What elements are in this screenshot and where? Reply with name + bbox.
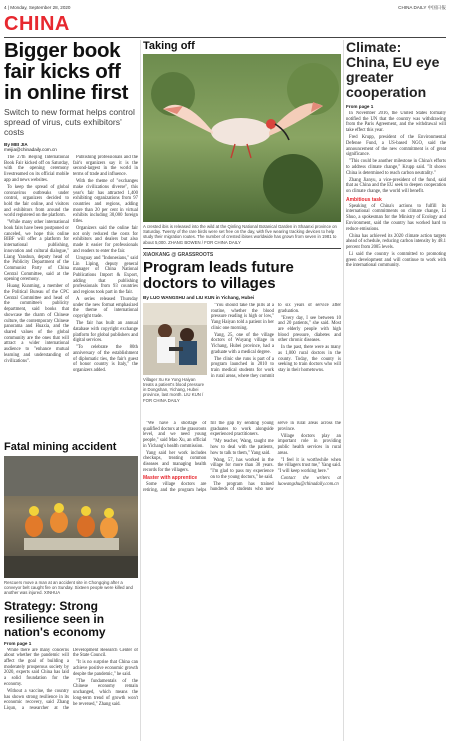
doctor-photo-image [143,303,207,375]
byline-name: By MEI JIA [4,142,28,147]
doctors-contact: Contact the writers at luowangshu@chinadaily.com.cn [277,476,341,487]
page-date: 4 | Monday, September 28, 2020 [4,5,71,10]
section-rule [4,37,446,38]
doctors-paragraph: "We have a shortage of qualified doctors at the grassroots level, and we need young people," said Mao Xu, an official in Yichang's health commission. [143,420,207,449]
doctors-photo-block [143,303,207,418]
column-divider [140,40,141,741]
strategy-byline: From page 1 [4,640,32,646]
climate-paragraph: Li said the country is committed to promoting green development and will continue to work with the international community. [346,251,446,269]
doctors-headline[interactable]: Program leads future doctors to villages [143,258,294,292]
lead-paragraph: "To celebrate the 80th anniversary of the establishment of diplomatic ties, the fair's guest of honor country is Italy," the organizers added. [73,345,138,374]
climate-paragraph: Speaking of China's actions to fulfill its international commitments on climate change, Li Shuo, a spokesman for the Ministry of Ecology and Environment, said the country has worked hard to reduce emissions. [346,203,446,232]
lead-paragraph: Organizers said the online fair not only reduced the costs for exhibitors and dealers but also made it easier for professionals and readers to enter the fair. [73,226,138,254]
lead-paragraph: A series released Thursday under the new format emphasized the theme of international copyright trade. [73,297,138,320]
mining-photo [4,456,138,578]
strategy-paragraph: "The fundamentals of the Chinese economy remain unchanged, which means the long-term trend of growth won't be reversed," Zhang said. [73,678,138,707]
strategy-paragraph: While there are many concerns about whether the pandemic will affect the goal of building a moderately prosperous society by 2020, experts said China has laid a solid foundation for the economy. [4,647,69,687]
climate-paragraph: In November 2016, the United States formally notified the UN that the country was withdrawing from the Paris Agreement, and the withdrawal will take effect this year. [346,111,446,134]
doctors-body-top [211,303,341,418]
lead-paragraph: Publishing professionals and the fair's organizers say it is the second-largest in the world in terms of trade and influence. [73,155,138,178]
doctors-paragraph: "You should take the pills at a routine, whether the blood pressure reading is high or low," Yang Haiyan told a patient in her clinic one morning. [211,302,274,331]
doctors-story [143,248,341,661]
climate-paragraph: "This could be another milestone in China's efforts to address climate change," Krupp said. "It shows China is determined to reach carbon neutrality." [346,159,446,176]
mining-caption: Rescuers move a man at an accident site in Chongqing after a conveyor belt caught fire on Sunday. Sixteen people were killed and another was injured. XINHUA [4,580,133,596]
center-column [143,40,341,661]
climate-paragraph: Zhang Jianyu, a vice-president of the fund, said that as China and the EU seek to deepen cooperation on climate change, the world will benefit. [346,177,446,195]
newspaper-name: CHINA DAILY 中国日报 [398,5,446,10]
lead-body [4,155,138,437]
climate-story [346,40,446,701]
lead-paragraph: The 27th Beijing International Book Fair kicked off on Saturday, with the opening ceremony livestreamed on its official mobile app and news websites. [4,155,69,183]
strategy-paragraph: Without a vaccine, the country has shown strong resilience in its economic recovery, said Zhang Liqun, a researcher at the Development Research Center of the State Council. [4,647,138,711]
doctors-byline: By LUO WANGSHU and LIU KUN in Yichang, Hubei [143,294,255,300]
climate-byline: From page 1 [346,104,374,109]
doctors-paragraph: "Every day, I see between 10 and 20 patients," she said. Most are elderly people with high blood pressure, diabetes and other chronic diseases. [278,315,341,344]
ibis-photo-image [143,54,341,222]
doctors-paragraph: Village doctors play an important role in providing public health services in rural areas. [277,433,341,456]
masthead [4,3,446,13]
mining-heading: Fatal mining accident [4,441,117,453]
lead-paragraph: The fair has built an annual database with copyright exchange platform for global publishers and digital services. [73,321,138,344]
doctors-subhead: Master with apprentice [143,475,198,482]
lead-paragraph: Huang Kunming, a member of the Political Bureau of the CPC Central Committee and head of the committee's publicity department, said books that showcase the charm of Chinese culture, the contemporary Chinese panorama and Huaxia, and the shared values of the global community are the ones that will attract a wider international audience to "enhance mutual learning and understanding of civilizations". [4,284,69,364]
climate-body [346,111,446,701]
doctors-paragraph: The program has trained hundreds of students who now serve in rural areas across the province. [210,420,341,493]
strategy-body [4,648,138,747]
strategy-story [4,600,138,747]
lead-deck: Switch to new format helps control spread of virus, cuts exhibitors' costs [4,107,135,137]
strategy-headline[interactable]: Strategy: Strong resilience seen in nation's economy [4,598,106,639]
doctors-paragraph: Some village doctors are retiring, and the program helps fill the gap by sending young graduates to work alongside experienced practitioners. [143,420,274,494]
climate-paragraph: China has achieved its 2020 climate action targets ahead of schedule, reducing carbon intensity by 48.1 percent from 2005 levels. [346,233,446,250]
doctors-paragraph: The clinic she runs is part of a program launched in 2010 to train medical students for work in rural areas, where they commit to six years of service after graduation. [211,302,341,379]
doctors-paragraph: "I feel it is worthwhile when the villagers trust me," Yang said. "I will keep working here." [277,457,341,475]
lead-paragraph: Uruguay and "Indonesians," said Lin Liping, deputy general manager of China National Publications Import & Export, adding that publishing professionals from 93 countries and regions took part in the fair. [73,255,138,296]
doctors-photo [143,303,207,375]
doctors-body [143,421,341,661]
strategy-paragraph: "It is no surprise that China can achieve positive economic growth despite the pandemic," he said. [73,660,138,677]
byline-email: meijia@chinadaily.com.cn [4,147,57,152]
doctors-layout [143,303,341,418]
doctors-tag: XIAOKANG @ GRASSROOTS [143,251,214,258]
lead-byline [4,142,138,152]
doctors-paragraph: In the past, there were as many as 1,000 rural doctors in the county. Today, the county is seeking to train doctors who will stay in their hometowns. [278,345,341,374]
lead-paragraph: "While many other international book fairs have been postponed or canceled, we hope this online BIBF will offer a platform for international publishing, innovation and cultural dialogue," Liang Yanshun, deputy head of the Publicity Department of the Communist Party of China Central Committee, said at the opening ceremony. [4,220,69,283]
section-title: CHINA [4,13,70,35]
doctors-paragraph: Wang, 57, has worked in the village for more than 30 years. "I'm glad to pass my experience on to the young doctors," he said. [210,457,274,480]
lead-story [4,40,138,747]
doctors-paragraph: "My teacher, Wang, taught me how to deal with the patients, how to talk to them," Yang said. [210,439,274,456]
lead-headline[interactable]: Bigger book fair kicks off in online first [4,39,129,104]
mining-story [4,441,138,596]
lead-paragraph: With the theme of "exchanges make civilizations diverse", this year's fair has attracted 1,400 exhibiting organizations from 97 countries and regions, adding more than 20 per cent in virtual exhibits including 30,000 foreign titles. [73,179,138,225]
climate-paragraph: Fred Krupp, president of the Environmental Defense Fund, a US-based NGO, said the announcement of the new commitment is of great significance. [346,135,446,158]
taking-off-kicker: Taking off [143,40,195,52]
doctors-paragraph: Yang, 25, one of the village doctors of Wuyang village in Yichang, Hubei province, had a graduate with a medical degree. [211,332,274,355]
mining-photo-image [4,456,138,578]
lead-paragraph: To keep the spread of global coronavirus outbreaks under control, organizers decided to hold the fair online, and visitors and exhibitors from around the world registered on the platform. [4,184,69,219]
column-divider [343,40,344,741]
taking-off-photo [143,54,341,222]
climate-headline[interactable]: Climate: China, EU eye greater cooperation [346,39,440,100]
doctors-paragraph: Yang said her work includes checkups, treating common diseases and managing health records for the villagers. [143,450,207,473]
climate-subhead: Ambitious task [346,196,382,203]
taking-off-caption: A crested ibis is released into the wild at the Qinling National Botanical Garden in Shaanxi province on Saturday. Twenty of the rare birds were set free on the day, with five wearing tracking devices to help study their migration routes. The number of crested ibises worldwide has grown from seven in 1981 to about 5,000. ZHANG BOWEN / FOR CHINA DAILY [143,224,337,245]
doctors-photo-caption: Villager Xu Ke Yong Haiyan treats a patient's blood pressure in Dongshan, Yichang, Hubei province, last month. LIU KUN / FOR CHINA DAILY [143,376,205,403]
